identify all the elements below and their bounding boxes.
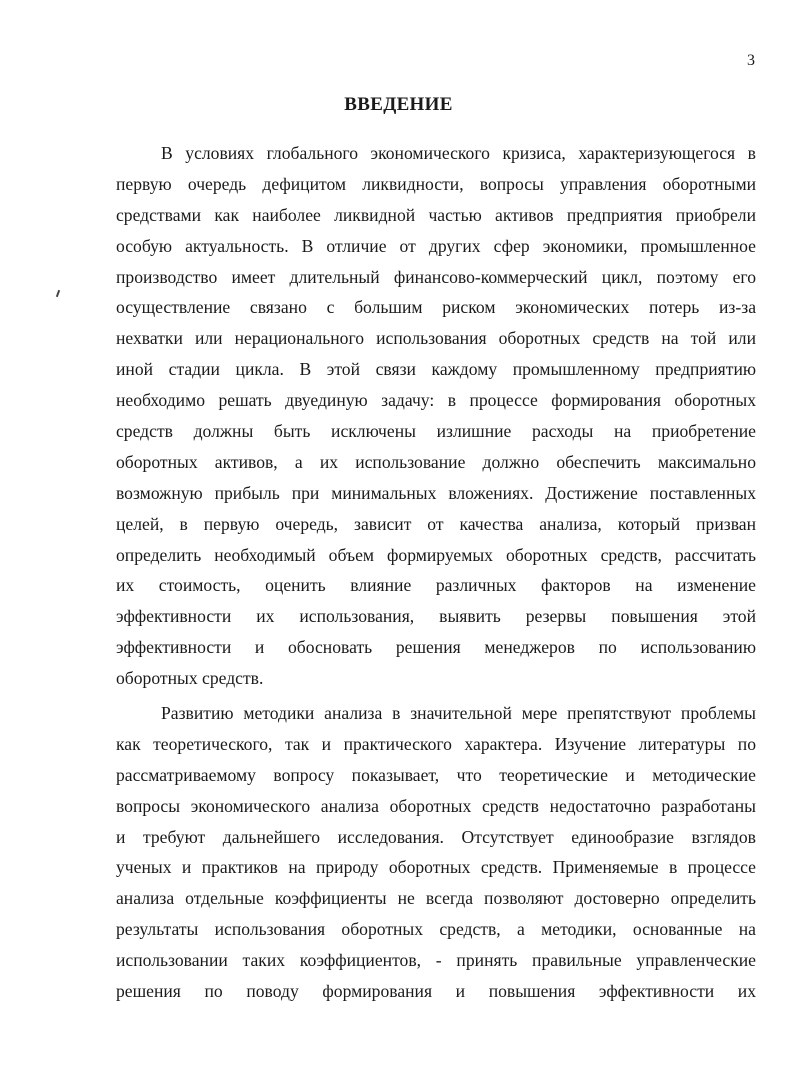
paragraph-line: ученых и практиков на природу оборотных средств. Применяемые в процессе [116,857,756,878]
paragraph-line: возможную прибыль при минимальных вложениях. Достижение поставленных [116,482,756,503]
paragraph-1 [116,138,756,694]
paragraph-line: первую очередь дефицитом ликвидности, вопросы управления оборотными [116,173,756,194]
paragraph-line: оборотных активов, а их использование должно обеспечить максимально [116,451,756,472]
paragraph-line: средств должны быть исключены излишние расходы на приобретение [116,421,756,442]
paragraph-line: их стоимость, оценить влияние различных факторов на изменение [116,575,756,596]
paragraph-line: В условиях глобального экономического кризиса, характеризующегося в [161,143,756,163]
paragraph-line: вопросы экономического анализа оборотных средств недостаточно разработаны [116,795,756,816]
paragraph-line: производство имеет длительный финансово-коммерческий цикл, поэтому его [116,266,756,287]
paragraph-line: иной стадии цикла. В этой связи каждому промышленному предприятию [116,359,756,380]
paragraph-line: особую актуальность. В отличие от других сфер экономики, промышленное [116,235,756,256]
paragraph-line: осуществление связано с большим риском экономических потерь из-за [116,297,756,318]
paragraph-line: решения по поводу формирования и повышения эффективности их [116,981,756,1002]
scan-artifact-mark [56,290,60,297]
paragraph-line: Развитию методики анализа в значительной мере препятствуют проблемы [161,703,756,723]
paragraph-line: средствами как наиболее ликвидной частью активов предприятия приобрели [116,204,756,225]
paragraph-line: оборотных средств. [116,668,264,689]
paragraph-line: целей, в первую очередь, зависит от качества анализа, который призван [116,513,756,534]
paragraph-line: эффективности и обосновать решения менеджеров по использованию [116,637,756,658]
paragraph-line: как теоретического, так и практического характера. Изучение литературы по [116,733,756,754]
paragraph-line: определить необходимый объем формируемых оборотных средств, рассчитать [116,544,756,565]
page-number: 3 [747,52,755,69]
paragraph-line: использовании таких коэффициентов, - принять правильные управленческие [116,950,756,971]
paragraph-line: необходимо решать двуединую задачу: в процессе формирования оборотных [116,390,756,411]
paragraph-line: результаты использования оборотных средств, а методики, основанные на [116,919,756,940]
paragraph-line: анализа отдельные коэффициенты не всегда позволяют достоверно определить [116,888,756,909]
paragraph-line: нехватки или нерационального использования оборотных средств на той или [116,328,756,349]
paragraph-2 [116,698,756,1007]
paragraph-line: эффективности их использования, выявить резервы повышения этой [116,606,756,627]
paragraph-line: рассматриваемому вопросу показывает, что теоретические и методические [116,764,756,785]
page-title: ВВЕДЕНИЕ [344,94,453,115]
paragraph-line: и требуют дальнейшего исследования. Отсутствует единообразие взглядов [116,826,756,847]
